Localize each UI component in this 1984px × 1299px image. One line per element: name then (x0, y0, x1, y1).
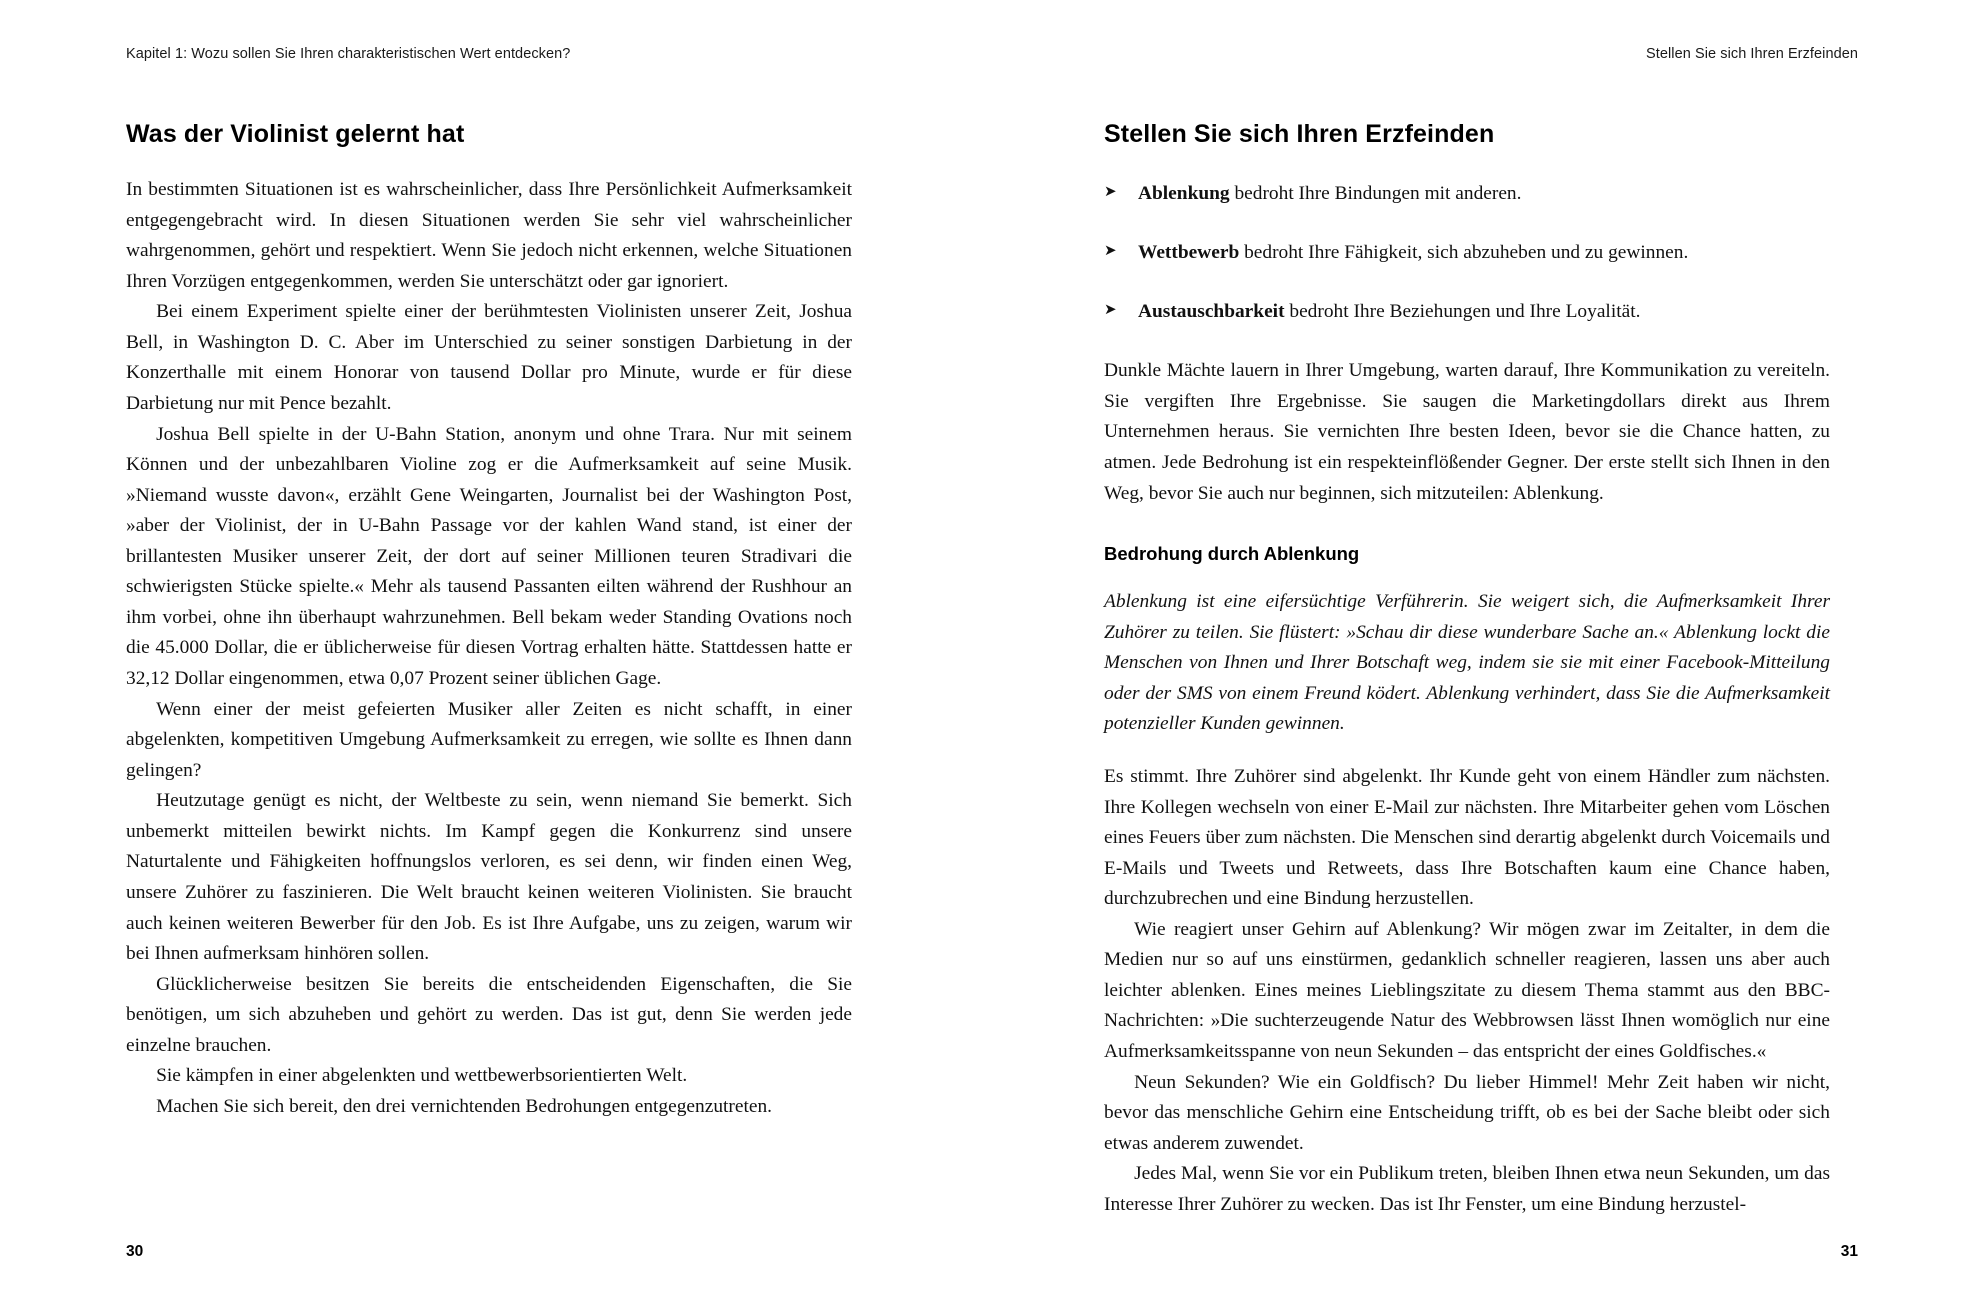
paragraph: In bestimmten Situationen ist es wahrscheinlicher, dass Ihre Persönlichkeit Aufmerksamkeit entgegengebracht wird. In diesen Situationen werden Sie sehr viel wahrscheinlicher wahrgenommen, gehört und respektiert. Wenn Sie jedoch nicht erkennen, welche Situationen Ihren Vorzügen entgegenkommen, werden Sie unterschätzt oder gar ignoriert. (126, 179, 852, 292)
list-item-rest: bedroht Ihre Beziehungen und Ihre Loyalität. (1284, 301, 1641, 323)
paragraph: Sie kämpfen in einer abgelenkten und wettbewerbsorientierten Welt. (156, 1065, 688, 1087)
list-item-term: Wettbewerb (1138, 242, 1240, 264)
arrow-bullet-icon: ➤ (1104, 182, 1117, 200)
arrow-bullet-icon: ➤ (1104, 300, 1117, 319)
paragraph: Heutzutage genügt es nicht, der Weltbeste zu sein, wenn niemand Sie bemerkt. Sich unbemerkt mitteilen bewirkt nichts. Im Kampf gegen die Konkurrenz sind unsere Naturtalente und Fähigkeiten hoffnungslos verloren, es sei denn, wir finden einen Weg, unsere Zuhörer zu faszinieren. Die Welt braucht keinen weiteren Violinisten. Sie braucht auch keinen weiteren Bewerber für den Job. Es ist Ihre Aufgabe, uns zu zeigen, warum wir bei Ihnen aufmerksam hinhören sollen. (126, 790, 852, 965)
list-item (1104, 179, 1858, 208)
right-page (992, 0, 1984, 1299)
list-item (1104, 297, 1858, 326)
page-number-right: 31 (1840, 1243, 1858, 1260)
paragraph: Wie reagiert unser Gehirn auf Ablenkung? Wir mögen zwar im Zeitalter, in dem die Medien nur so auf uns einstürmen, gedanklich schneller reagieren, lassen uns aber auch leichter ablenken. Eines meines Lieblingszitate zu diesem Thema stammt aus den BBC-Nachrichten: »Die suchterzeugende Natur des Webbrowsen lässt Ihnen womöglich nur eine Aufmerksamkeitsspanne von neun Sekunden – das entspricht der eines Goldfisches.« (1104, 918, 1830, 1063)
list-item-text (1138, 297, 1858, 326)
paragraph: Jedes Mal, wenn Sie vor ein Publikum treten, bleiben Ihnen etwa neun Sekunden, um das Interesse Ihrer Zuhörer zu wecken. Das ist Ihr Fenster, um eine Bindung herzustel- (1104, 1163, 1830, 1215)
paragraph: Bei einem Experiment spielte einer der berühmtesten Violinisten unserer Zeit, Joshua Bell, in Washington D. C. Aber im Unterschied zu seiner sonstigen Darbietung in der Konzerthalle mit einem Honorar von tausend Dollar pro Minute, wurde er für diese Darbietung nur mit Pence bezahlt. (126, 301, 852, 414)
running-head-left: Kapitel 1: Wozu sollen Sie Ihren charakteristischen Wert entdecken? (126, 46, 571, 62)
list-item (1104, 238, 1858, 267)
paragraph: Es stimmt. Ihre Zuhörer sind abgelenkt. Ihr Kunde geht von einem Händler zum nächsten. Ihre Kollegen wechseln von einer E-Mail zur nächsten. Ihre Mitarbeiter gehen vom Löschen eines Feuers über zum nächsten. Die Menschen sind derartig abgelenkt durch Voicemails und E-Mails und Tweets und Retweets, dass Ihre Botschaften kaum eine Chance haben, durchzubrechen und eine Bindung herzustellen. (1104, 765, 1830, 910)
running-head-right: Stellen Sie sich Ihren Erzfeinden (1646, 46, 1858, 62)
body-text-left (126, 175, 852, 1122)
body-text-right (1104, 356, 1830, 1220)
paragraph-italic: Ablenkung ist eine eifersüchtige Verführerin. Sie weigert sich, die Aufmerksamkeit Ihrer Zuhörer zu teilen. Sie flüstert: »Schau dir diese wunderbare Sache an.« Ablenkung lockt die Menschen von Ihnen und Ihrer Botschaft weg, indem sie sie mit einer Facebook-Mitteilung oder der SMS von einem Freund ködert. Ablenkung verhindert, dass Sie die Aufmerksamkeit potenzieller Kunden gewinnen. (1104, 591, 1830, 735)
list-item-term: Austauschbarkeit (1138, 301, 1285, 323)
paragraph: Machen Sie sich bereit, den drei vernichtenden Bedrohungen entgegenzutreten. (156, 1095, 773, 1117)
list-item-text (1138, 179, 1858, 208)
section-subheading: Bedrohung durch Ablenkung (1104, 543, 1360, 565)
page-number-left: 30 (126, 1243, 144, 1260)
paragraph: Neun Sekunden? Wie ein Goldfisch? Du lieber Himmel! Mehr Zeit haben wir nicht, bevor das menschliche Gehirn eine Entscheidung trifft, ob es bei der Sache bleibt oder sich etwas anderem zuwendet. (1104, 1071, 1830, 1154)
threat-list (1104, 179, 1858, 326)
paragraph: Dunkle Mächte lauern in Ihrer Umgebung, warten darauf, Ihre Kommunikation zu vereiteln. Sie vergiften Ihre Ergebnisse. Sie saugen die Marketingdollars direkt aus Ihrem Unternehmen heraus. Sie vernichten Ihre besten Ideen, bevor sie die Chance hatten, zu atmen. Jede Bedrohung ist ein respekteinflößender Gegner. Der erste stellt sich Ihnen in den Weg, bevor Sie auch nur beginnen, sich mitzuteilen: Ablenkung. (1104, 360, 1830, 504)
paragraph: Wenn einer der meist gefeierten Musiker aller Zeiten es nicht schafft, in einer abgelenkten, kompetitiven Umgebung Aufmerksamkeit zu erregen, wie sollte es Ihnen dann gelingen? (126, 698, 852, 781)
list-item-term: Ablenkung (1138, 183, 1230, 204)
list-item-rest: bedroht Ihre Fähigkeit, sich abzuheben und zu gewinnen. (1239, 242, 1689, 264)
paragraph: Glücklicherweise besitzen Sie bereits die entscheidenden Eigenschaften, die Sie benötigen, um sich abzuheben und gehört zu werden. Das ist gut, denn Sie werden jede einzelne brauchen. (126, 973, 852, 1056)
list-item-text (1138, 238, 1858, 267)
arrow-bullet-icon: ➤ (1104, 241, 1117, 260)
list-item-rest: bedroht Ihre Bindungen mit anderen. (1229, 183, 1522, 204)
page-title-left: Was der Violinist gelernt hat (126, 120, 465, 148)
paragraph: Joshua Bell spielte in der U-Bahn Station, anonym und ohne Trara. Nur mit seinem Können und der unbezahlbaren Violine zog er die Aufmerksamkeit auf seine Musik. »Niemand wusste davon«, erzählt Gene Weingarten, Journalist bei der Washington Post, »aber der Violinist, der in U-Bahn Passage vor der kahlen Wand stand, ist einer der brillantesten Musiker unserer Zeit, der dort auf seiner Millionen teuren Stradivari die schwierigsten Stücke spielte.« Mehr als tausend Passanten eilten während der Rushhour an ihm vorbei, ohne ihn überhaupt wahrzunehmen. Bell bekam weder Standing Ovations noch die 45.000 Dollar, die er üblicherweise für diesen Vortrag erhalten hätte. Stattdessen hatte er 32,12 Dollar eingenommen, etwa 0,07 Prozent seiner üblichen Gage. (126, 423, 852, 689)
page-title-right: Stellen Sie sich Ihren Erzfeinden (1104, 120, 1495, 148)
